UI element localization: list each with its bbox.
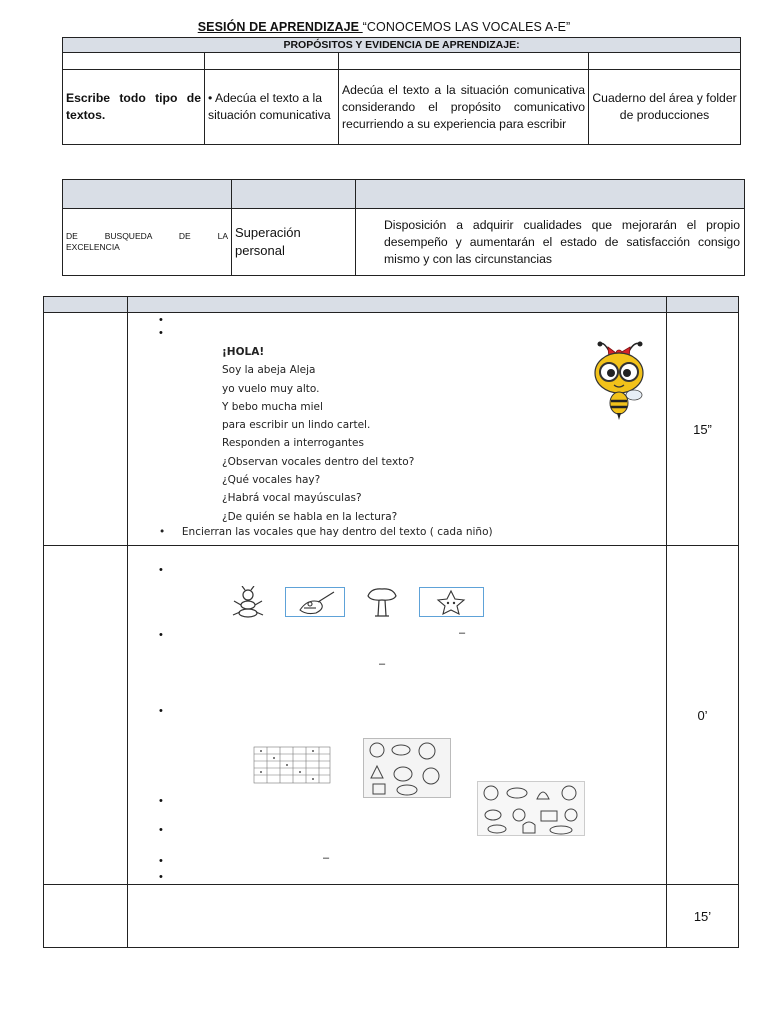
- blank-header-cell: [356, 180, 745, 209]
- star-drawing-icon: [420, 588, 483, 616]
- bullet: •: [159, 705, 163, 717]
- vowel-grid-worksheet-icon: [253, 746, 331, 784]
- start-time-cell: 15”: [667, 313, 739, 546]
- evidence-cell: Cuaderno del área y folder de producciones: [589, 70, 741, 145]
- bee-mascot-icon: [590, 339, 650, 421]
- poem-line: para escribir un lindo cartel.: [222, 419, 371, 432]
- ant-drawing-icon: [229, 586, 267, 618]
- blank-cell: [63, 53, 205, 70]
- capacity-cell: • Adecúa el texto a la situación comunicativa: [205, 70, 339, 145]
- poem-line: yo vuelo muy alto.: [222, 382, 320, 395]
- development-content-cell: [128, 546, 667, 885]
- activity-line: [159, 527, 493, 538]
- bullet: •: [159, 314, 163, 326]
- bullet: •: [159, 855, 163, 867]
- poem-block: [222, 343, 414, 526]
- bullet: •: [159, 824, 163, 836]
- star-drawing-frame: [419, 587, 484, 617]
- moments-table: [43, 296, 739, 948]
- blank-header-cell: [128, 297, 667, 313]
- poem-line: Soy la abeja Aleja: [222, 364, 316, 377]
- bullet: •: [159, 526, 166, 538]
- approach-table: [62, 179, 745, 276]
- poem-line: Y bebo mucha miel: [222, 400, 323, 413]
- question-line: ¿Observan vocales dentro del texto?: [222, 455, 415, 468]
- tree-drawing-icon: [365, 586, 399, 618]
- activity-text: Encierran las vocales que hay dentro del texto ( cada niño): [181, 526, 493, 538]
- blank-header-cell: [667, 297, 739, 313]
- approach-name-line1: DE BUSQUEDA DE LA: [66, 231, 228, 241]
- bullet: •: [159, 629, 163, 641]
- bullet: •: [159, 871, 163, 883]
- approach-name-line2: EXCELENCIA: [66, 242, 120, 252]
- dash-mark: –: [323, 852, 330, 864]
- questions-intro: Responden a interrogantes: [222, 437, 364, 450]
- question-line: ¿Qué vocales hay?: [222, 474, 321, 487]
- blank-header-cell: [63, 180, 232, 209]
- dash-mark: –: [379, 658, 386, 670]
- broom-drawing-icon: [286, 588, 344, 616]
- blank-cell: [205, 53, 339, 70]
- blank-cell: [589, 53, 741, 70]
- development-time-cell: 0’: [667, 546, 739, 885]
- session-title-quote: “CONOCEMOS LAS VOCALES A-E”: [362, 20, 571, 34]
- bullet: •: [159, 795, 163, 807]
- session-title-prefix: SESIÓN DE APRENDIZAJE: [197, 20, 363, 34]
- session-title: [0, 20, 768, 34]
- blank-header-cell: [44, 297, 128, 313]
- purposes-table: [62, 37, 741, 145]
- poem-line: ¡HOLA!: [222, 346, 265, 358]
- competence-cell: Escribe todo tipo de textos.: [63, 70, 205, 145]
- dash-mark: –: [459, 627, 466, 639]
- blank-cell: [339, 53, 589, 70]
- closing-time-cell: 15’: [667, 885, 739, 948]
- approach-name-cell: [63, 209, 232, 276]
- approach-action-cell: Disposición a adquirir cualidades que mejorarán el propio desempeño y aumentarán el estado de satisfacción consigo mismo y con las circunstancias: [356, 209, 745, 276]
- closing-content-cell: [128, 885, 667, 948]
- broom-drawing-frame: [285, 587, 345, 617]
- blank-header-cell: [232, 180, 356, 209]
- pictures-collage-icon: [363, 738, 451, 798]
- question-line: ¿De quién se habla en la lectura?: [222, 510, 398, 523]
- moment-label-cell: [44, 313, 128, 546]
- start-content-cell: [128, 313, 667, 546]
- approach-value-cell: Superación personal: [232, 209, 356, 276]
- moment-label-cell: [44, 546, 128, 885]
- question-line: ¿Habrá vocal mayúsculas?: [222, 492, 362, 505]
- bullet: •: [159, 564, 163, 576]
- purposes-header: PROPÓSITOS Y EVIDENCIA DE APRENDIZAJE:: [63, 38, 741, 53]
- pictures-collage-icon: [477, 781, 585, 836]
- moment-label-cell: [44, 885, 128, 948]
- performance-cell: Adecúa el texto a la situación comunicativa considerando el propósito comunicativo recurriendo a su experiencia para escribir: [339, 70, 589, 145]
- bullet: •: [159, 327, 163, 339]
